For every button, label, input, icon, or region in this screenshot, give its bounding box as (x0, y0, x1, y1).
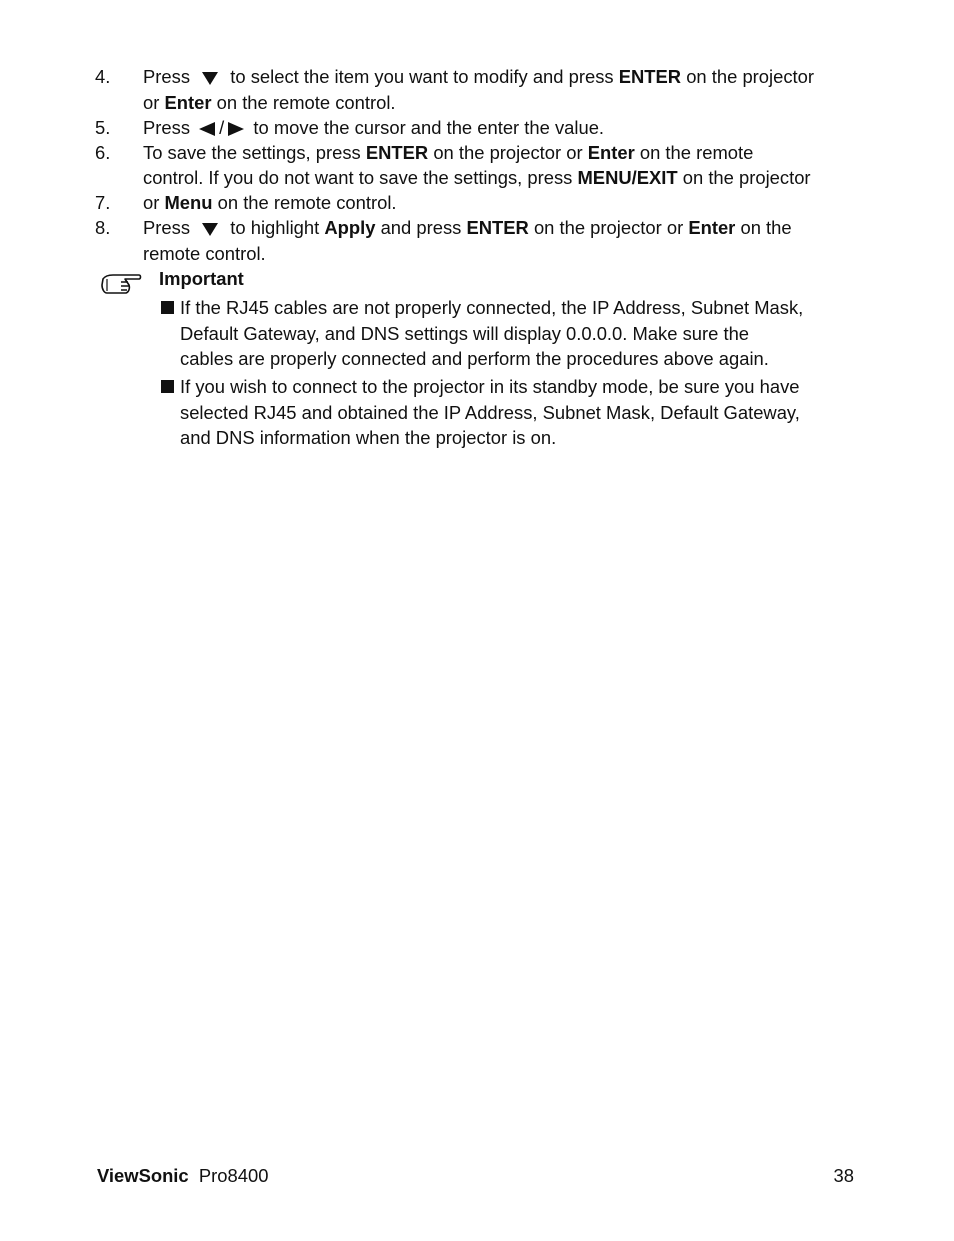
step-number: 4. (95, 66, 111, 87)
step-number: 6. (95, 142, 111, 163)
down-arrow-icon (195, 221, 225, 237)
left-arrow-icon (195, 121, 219, 137)
footer-brand-model (97, 1165, 268, 1187)
step-4-line-1: Press to select the item you want to modify and press ENTER on the projector (143, 66, 814, 87)
note-bullet-1-line-2: Default Gateway, and DNS settings will display 0.0.0.0. Make sure the (180, 323, 750, 344)
step-number: 8. (95, 217, 111, 238)
right-arrow-icon (224, 121, 248, 137)
page-number: 38 (833, 1165, 854, 1186)
step-6-line-1: To save the settings, press ENTER on the projector or Enter on the remote (143, 142, 754, 163)
step-8-line-2: remote control. (143, 243, 266, 264)
note-bullet-2-line-2: selected RJ45 and obtained the IP Address, Subnet Mask, Default Gateway, (180, 402, 800, 423)
note-bullet-2-line-3: and DNS information when the projector is on. (180, 427, 557, 448)
footer-model: Pro8400 (198, 1165, 269, 1186)
step-6-line-2: control. If you do not want to save the settings, press MENU/EXIT on the projector (143, 167, 811, 188)
pointing-hand-icon (99, 271, 143, 297)
note-bullet-1-line-3: cables are properly connected and perform the procedures above again. (180, 348, 769, 369)
step-4-line-2: or Enter on the remote control. (143, 92, 396, 113)
step-number: 7. (95, 192, 111, 213)
note-bullet-1-line-1: If the RJ45 cables are not properly connected, the IP Address, Subnet Mask, (180, 297, 804, 318)
bullet-marker (161, 301, 174, 314)
bullet-marker (161, 380, 174, 393)
step-7-line-1: or Menu on the remote control. (143, 192, 397, 213)
down-arrow-icon (195, 70, 225, 86)
note-heading: Important (159, 268, 244, 289)
step-8-line-1: Press to highlight Apply and press ENTER on the projector or Enter on the (143, 217, 792, 238)
step-5-line-1: Press / to move the cursor and the enter the value. (143, 117, 605, 138)
step-number: 5. (95, 117, 111, 138)
note-bullet-2-line-1: If you wish to connect to the projector in its standby mode, be sure you have (180, 376, 800, 397)
footer-brand: ViewSonic (97, 1165, 189, 1186)
